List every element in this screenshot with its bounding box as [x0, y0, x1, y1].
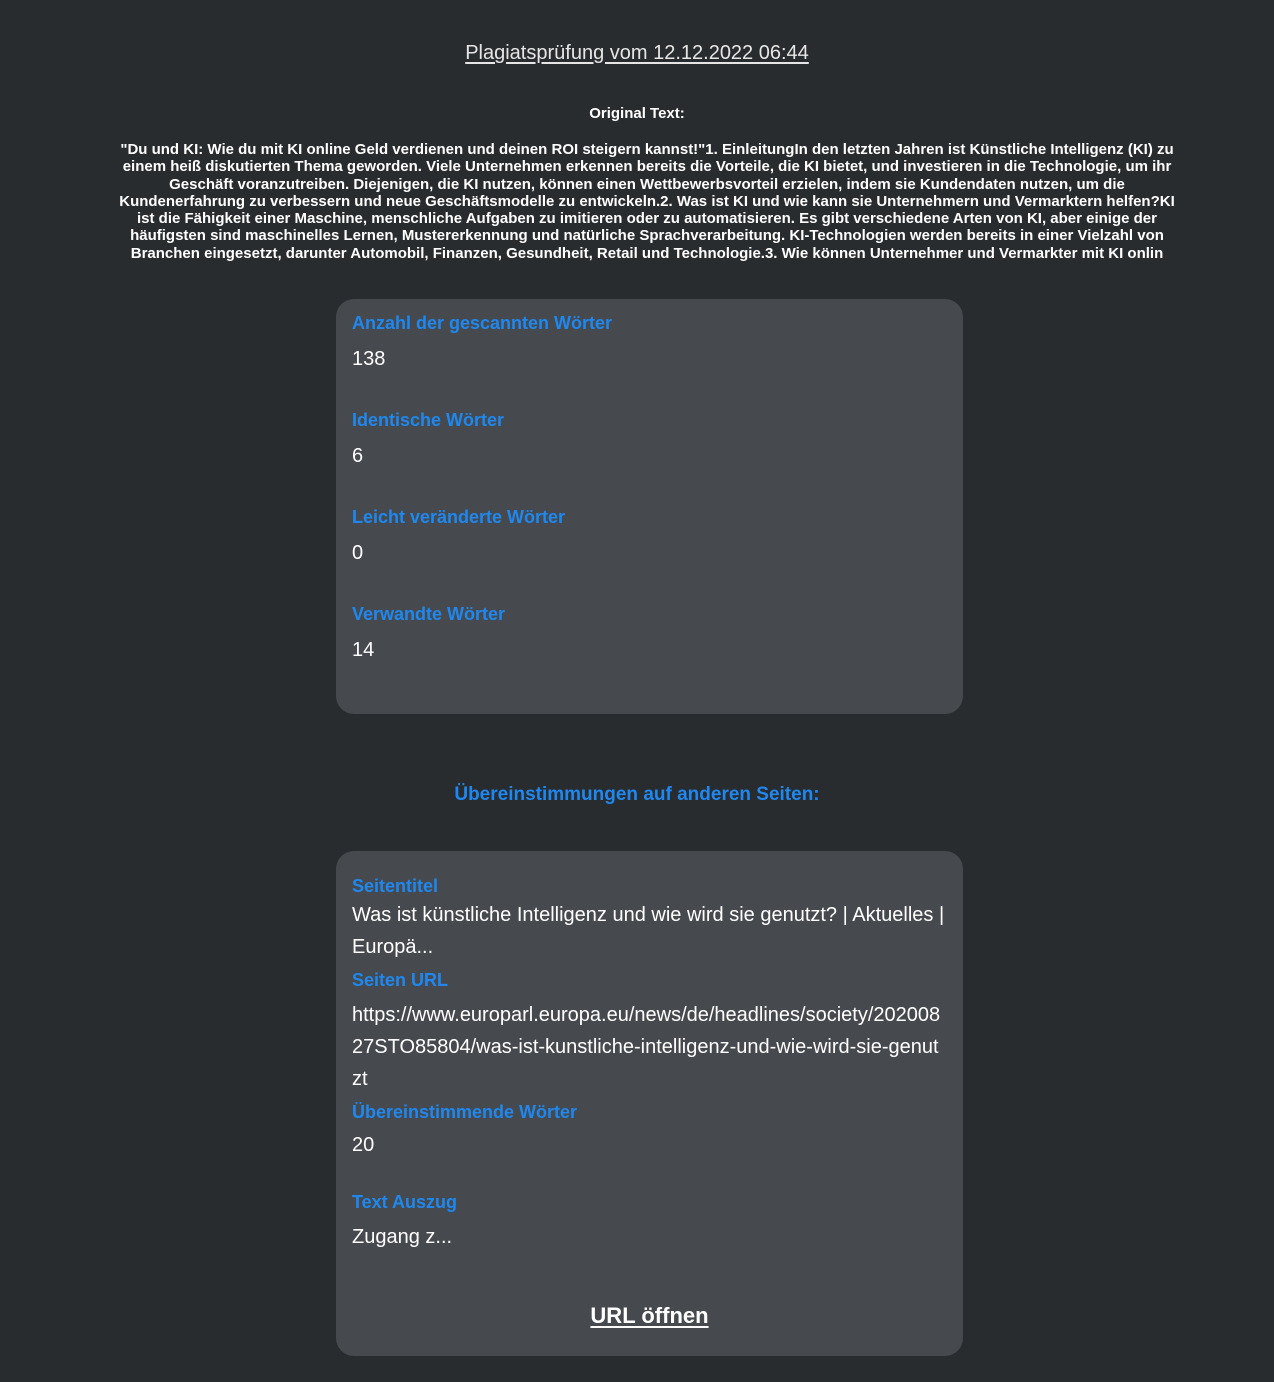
matches-heading: Übereinstimmungen auf anderen Seiten: [454, 784, 820, 805]
matching-words-value: 20 [352, 1134, 375, 1156]
stat-identical-words [352, 410, 947, 507]
stat-value: 138 [352, 348, 386, 370]
stat-value: 14 [352, 639, 375, 661]
page-url-label: Seiten URL [352, 970, 449, 990]
stat-changed-words [352, 507, 947, 604]
stat-label: Leicht veränderte Wörter [352, 507, 566, 527]
open-url-link[interactable]: URL öffnen [590, 1303, 709, 1328]
stat-value: 0 [352, 542, 364, 564]
stats-card [336, 299, 963, 714]
stat-scanned-words [352, 313, 947, 410]
stat-related-words [352, 604, 947, 701]
stat-value: 6 [352, 445, 364, 467]
match-card [336, 851, 963, 1356]
matching-words-label: Übereinstimmende Wörter [352, 1102, 578, 1122]
original-text: "Du und KI: Wie du mit KI online Geld verdienen und deinen ROI steigern kannst!"1. EinleitungIn den letzten Jahren ist Künstliche Intelligenz (KI) zu einem heiß diskutierten Thema geworden. Viele Unternehmen erkennen bereits die Vorteile, die KI bietet, und investieren in die Technologie, um ihr Geschäft voranzutreiben. Diejenigen, die KI nutzen, können einen Wettbewerbsvorteil erzielen, indem sie Kundendaten nutzen, um die Kundenerfahrung zu verbessern und neue Geschäftsmodelle zu entwickeln.2. Was ist KI und wie kann sie Unternehmern und Vermarktern helfen?KI ist die Fähigkeit einer Maschine, menschliche Aufgaben zu imitieren oder zu automatisieren. Es gibt verschiedene Arten von KI, aber einige der häufigsten sind maschinelles Lernen, Mustererkennung und natürliche Sprachverarbeitung. KI-Technologien werden bereits in einer Vielzahl von Branchen eingesetzt, darunter Automobil, Finanzen, Gesundheit, Retail und Technologie.3. Wie können Unternehmer und Vermarkter mit KI onlin [119, 141, 1175, 262]
stat-label: Anzahl der gescannten Wörter [352, 313, 613, 333]
page-title[interactable]: Plagiatsprüfung vom 12.12.2022 06:44 [465, 42, 809, 64]
stat-label: Verwandte Wörter [352, 604, 506, 624]
text-excerpt-value: Zugang z... [352, 1226, 453, 1248]
text-excerpt-label: Text Auszug [352, 1192, 458, 1212]
page-title-label: Seitentitel [352, 876, 439, 896]
original-text-label: Original Text: [589, 105, 685, 122]
page-url-value: https://www.europarl.europa.eu/news/de/headlines/society/20200827STO85804/was-ist-kunstliche-intelligenz-und-wie-wird-sie-genutzt [352, 1004, 941, 1090]
page-title-value: Was ist künstliche Intelligenz und wie wird sie genutzt? | Aktuelles | Europä... [352, 904, 945, 958]
stat-label: Identische Wörter [352, 410, 505, 430]
